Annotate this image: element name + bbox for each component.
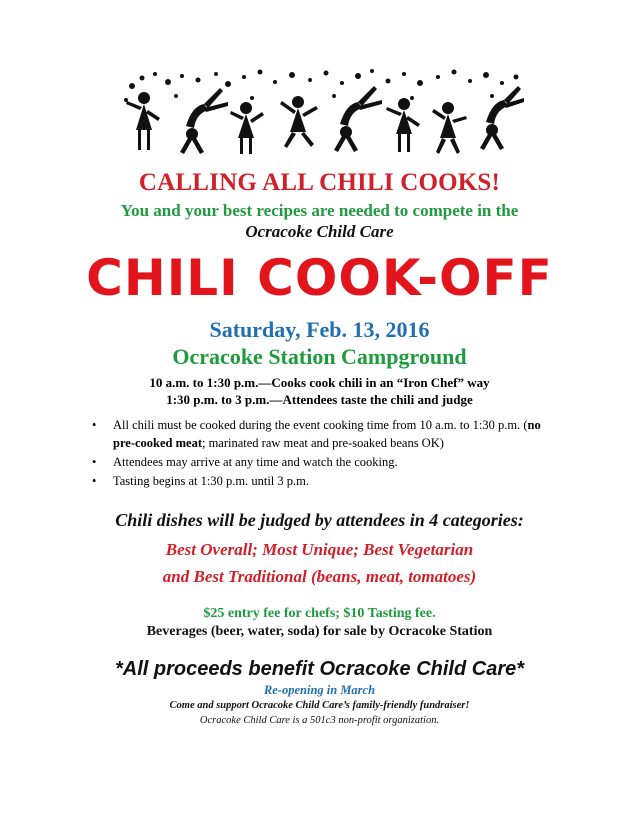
rule-text: Attendees may arrive at any time and watch the cooking. [113, 455, 398, 469]
beverages-line: Beverages (beer, water, soda) for sale by Ocracoke Station [146, 624, 493, 639]
rule-text: All chili must be cooked during the event cooking time from 10 a.m. to 1:30 p.m. ( [113, 418, 528, 432]
fees-line: $25 entry fee for chefs; $10 Tasting fee. [203, 606, 436, 621]
bullet-icon: • [92, 418, 97, 432]
event-date: Saturday, Feb. 13, 2016 [209, 317, 430, 342]
categories-line: Best Overall; Most Unique; Best Vegetarian [165, 540, 474, 559]
rule-emphasis: no pre-cooked meat [113, 418, 541, 450]
rule-item [88, 472, 558, 490]
schedule-line-cooking: 10 a.m. to 1:30 p.m.—Cooks cook chili in an “Iron Chef” way [149, 375, 490, 390]
rule-text: ; marinated raw meat and pre-soaked beans OK) [201, 436, 444, 450]
bullet-icon: • [92, 474, 97, 488]
proceeds-banner: *All proceeds benefit Ocracoke Child Care* [114, 658, 525, 680]
categories-line: and Best Traditional (beans, meat, tomatoes) [162, 567, 477, 586]
support-note: Come and support Ocracoke Child Care’s family-friendly fundraiser! [169, 700, 470, 711]
rule-item [88, 416, 558, 452]
schedule-line-tasting: 1:30 p.m. to 3 p.m.—Attendees taste the chili and judge [166, 392, 473, 407]
dancing-children-banner-icon [120, 68, 528, 158]
rule-text: Tasting begins at 1:30 p.m. until 3 p.m. [113, 474, 309, 488]
headline: CALLING ALL CHILI COOKS! [138, 169, 501, 196]
organization-name: Ocracoke Child Care [245, 222, 394, 241]
rules-list [88, 416, 558, 491]
bullet-icon: • [92, 455, 97, 469]
reopening-note: Re-opening in March [263, 683, 376, 697]
event-venue: Ocracoke Station Campground [172, 344, 467, 369]
rule-item [88, 453, 558, 471]
intro-line: You and your best recipes are needed to compete in the [120, 201, 519, 220]
event-title: CHILI COOK-OFF [86, 249, 553, 307]
judging-heading: Chili dishes will be judged by attendees in 4 categories: [115, 510, 524, 530]
nonprofit-note: Ocracoke Child Care is a 501c3 non-profit organization. [199, 715, 440, 726]
